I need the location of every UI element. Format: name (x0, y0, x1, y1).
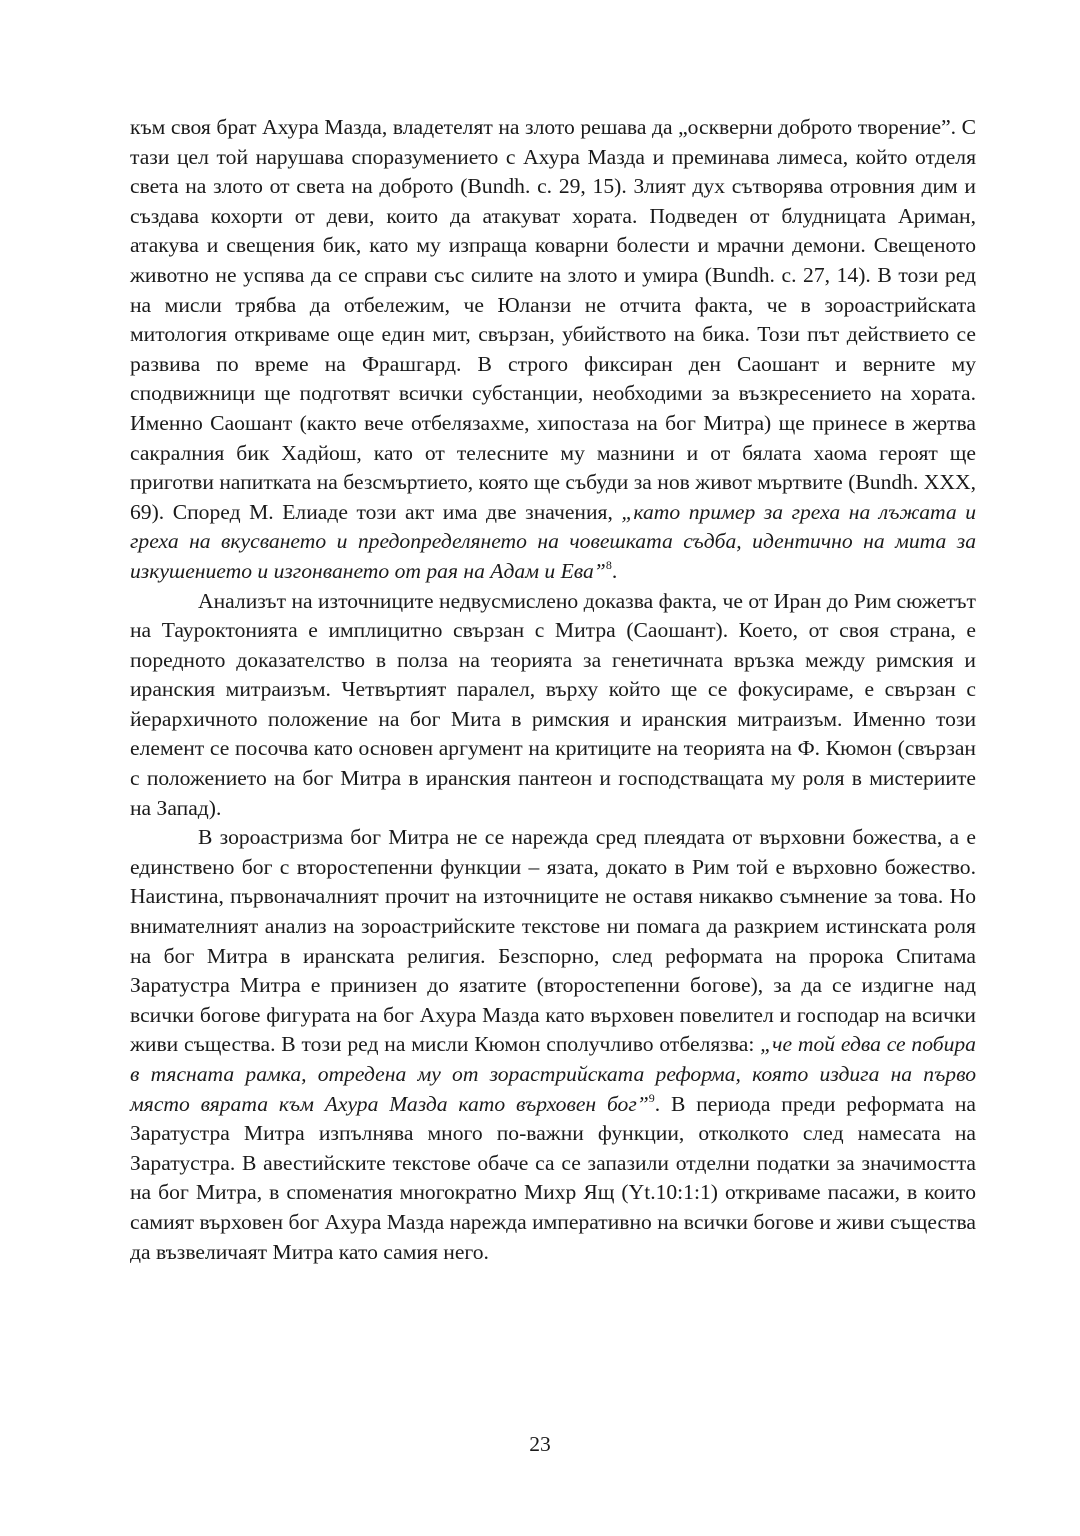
paragraph-1 (130, 113, 976, 587)
paragraph-1-end: . (611, 558, 618, 583)
paragraph-2 (130, 587, 976, 824)
page-number: 23 (529, 1432, 551, 1456)
footnote-ref-8[interactable]: 8 (605, 557, 612, 572)
quote-cumont: „че той едва се побира в тясната рамка, отредена му от зорастрийската реформа, която издига на първо място вярата към Ахура Мазда като върховен бог” (130, 1032, 976, 1116)
quote-eliade: „като пример за греха на лъжата и греха на вкусването и предопределянето на човешката съдба, идентично на мита за изкушението и изгонването от рая на Адам и Ева” (130, 499, 976, 583)
paragraph-3-end: . В периода преди реформата на Заратустра Митра изпълнява много по-важни функции, отколкото след намесата на Заратустра. В авестийските текстове обаче са се запазили отделни податки за значимостта на бог Митра, в споменатия многократно Михр Ящ (Yt.10:1:1) откриваме пасажи, в които самият върховен бог Ахура Мазда нарежда императивно на всички богове и живи същества да възвеличаят Митра като самия него. (130, 1091, 976, 1264)
paragraph-1-text: към своя брат Ахура Мазда, владетелят на злото решава да „оскверни доброто творение”. С тази цел той нарушава споразумението с Ахура Мазда и преминава лимеса, който отделя света на злото от света на доброто (Bundh. c. 29, 15). Злият дух сътворява отровния дим и създава кохорти от деви, които да атакуват хората. Подведен от блудницата Ариман, атакува и свещения бик, като му изпраща коварни болести и мрачни демони. Свещеното животно не успява да се справи със силите на злото и умира (Bundh. c. 27, 14). В този ред на мисли трябва да отбележим, че Юланзи не отчита факта, че в зороастрийската митология откриваме още един мит, свързан, убийството на бика. Този път действието се развива по време на Фрашгард. В строго фиксиран ден Саошант и верните му сподвижници ще подготвят всички субстанции, необходими за възкресението на хората. Именно Саошант (както вече отбелязахме, хипостаза на бог Митра) ще принесе в жертва сакралния бик Хадйош, като от телесните му мазнини и от бялата хаома героят ще приготви напитката на безсмъртието, която ще събуди за нов живот мъртвите (Bundh. XXX, 69). Според М. Елиаде този акт има две значения, (130, 115, 976, 524)
footnote-ref-9[interactable]: 9 (648, 1090, 655, 1105)
paragraph-2-text: Анализът на източниците недвусмислено доказва факта, че от Иран до Рим сюжетът на Тауроктонията е имплицитно свързан с Митра (Саошант). Което, от своя страна, е поредното доказателство в полза на теорията за генетичната връзка между римския и иранския митраизъм. Четвъртият паралел, върху който ще се фокусираме, е свързан с йерархичното положение на бог Мита в римския и иранския митраизъм. Именно този елемент се посочва като основен аргумент на критиците на теорията на Ф. Кюмон (свързан с положението на бог Митра в иранския пантеон и господстващата му роля в мистериите на Запад). (130, 588, 976, 820)
paragraph-3 (130, 823, 976, 1267)
page-body (130, 113, 976, 1267)
paragraph-3-text: В зороастризма бог Митра не се нарежда сред плеядата от върховни божества, а е единствено бог с второстепенни функции – язата, докато в Рим той е върховно божество. Наистина, първоначалният прочит на източниците не оставя никакво съмнение за това. Но внимателният анализ на зороастрийските текстове ни помага да разкрием истинската роля на бог Митра в иранската религия. Безспорно, след реформата на пророка Спитама Заратустра Митра е принизен до язатите (второстепенни богове), за да се издигне над всички богове фигурата на бог Ахура Мазда като върховен повелител и господар на всички живи същества. В този ред на мисли Кюмон сполучливо отбелязва: (130, 825, 976, 1057)
